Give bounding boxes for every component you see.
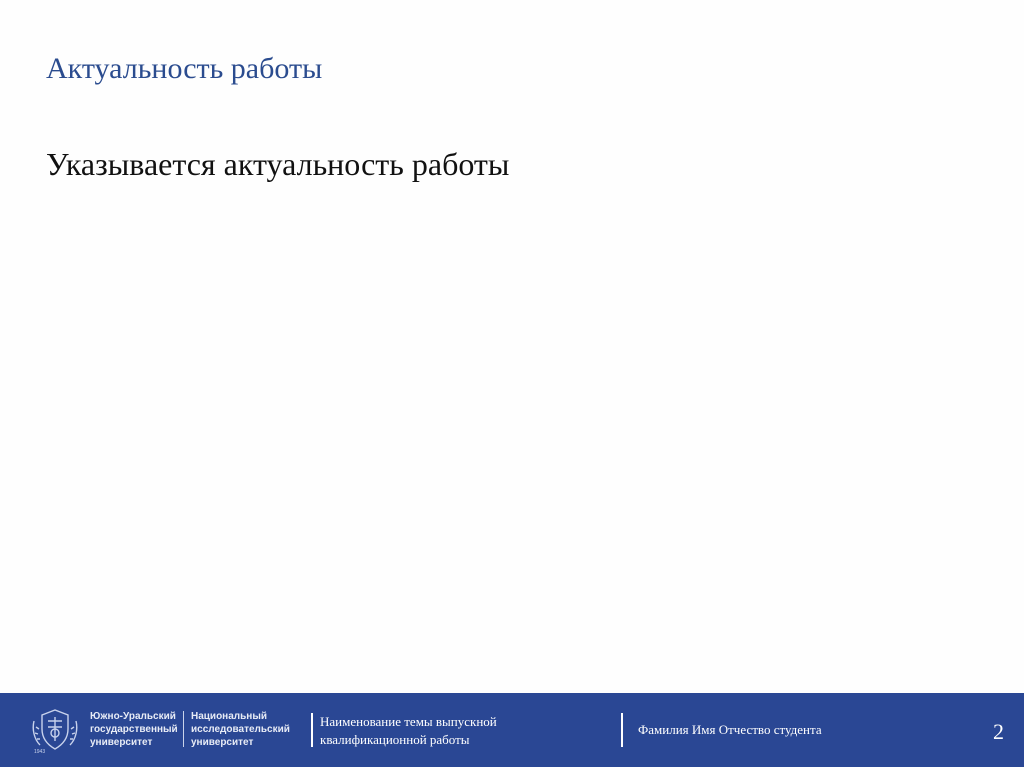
footer-divider xyxy=(311,713,313,747)
svg-text:1943: 1943 xyxy=(34,749,46,755)
university-name-line: университет xyxy=(90,737,153,748)
university-status-line: исследовательский xyxy=(191,724,290,735)
university-name-line: государственный xyxy=(90,724,178,735)
thesis-topic-line: квалификационной работы xyxy=(320,732,470,747)
page-number: 2 xyxy=(993,719,1004,744)
slide-footer xyxy=(0,693,1024,767)
university-status-line: университет xyxy=(191,737,254,748)
thesis-topic xyxy=(320,713,497,749)
university-status xyxy=(191,710,290,749)
university-name xyxy=(90,710,178,749)
footer-divider xyxy=(621,713,623,747)
university-emblem-icon xyxy=(28,707,82,755)
university-status-line: Национальный xyxy=(191,711,268,722)
thesis-topic-line: Наименование темы выпускной xyxy=(320,714,497,729)
university-name-line: Южно-Уральский xyxy=(90,711,176,722)
logo-divider xyxy=(183,711,184,747)
student-name: Фамилия Имя Отчество студента xyxy=(638,722,822,737)
slide-body-text: Указывается актуальность работы xyxy=(46,146,510,182)
slide-title: Актуальность работы xyxy=(46,52,323,85)
